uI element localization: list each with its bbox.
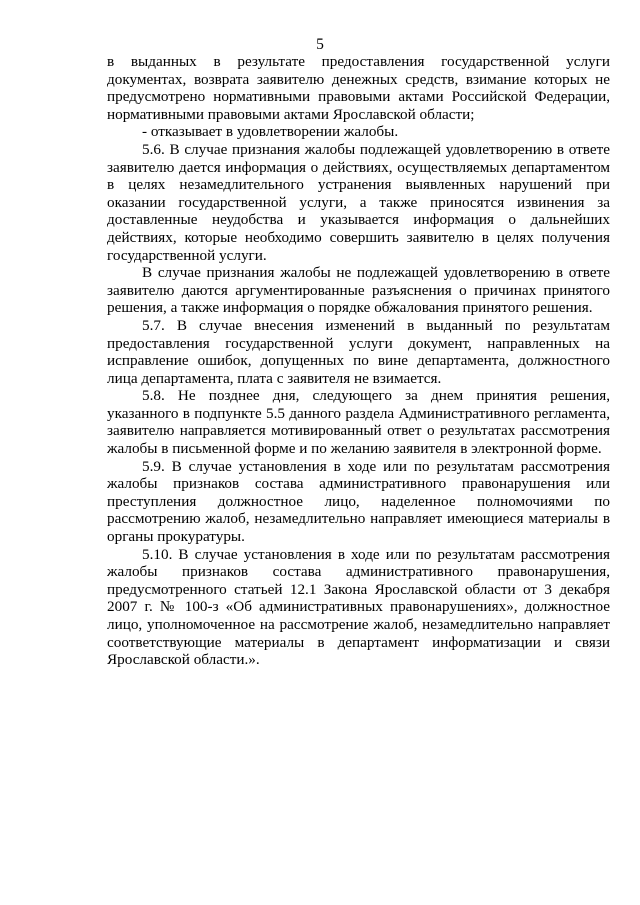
paragraph-5-7: 5.7. В случае внесения изменений в выданный по результатам предоставления государственной услуги документ, направленных на исправление ошибок, допущенных по вине департамента, должностного лица департамента, плата с заявителя не взимается. — [107, 316, 610, 387]
paragraph-5-9: 5.9. В случае установления в ходе или по результатам рассмотрения жалобы признаков состава административного правонарушения или преступления должностное лицо, наделенное полномочиями по рассмотрению жалоб, незамедлительно направляет имеющиеся материалы в органы прокуратуры. — [107, 457, 610, 546]
paragraph-refusal-item: - отказывает в удовлетворении жалобы. — [142, 123, 399, 141]
paragraph-5-6: 5.6. В случае признания жалобы подлежащей удовлетворению в ответе заявителю дается информация о действиях, осуществляемых департаментом в целях незамедлительного устранения выявленных нарушений при оказании государственной услуги, а также приносятся извинения за доставленные неудобства и указывается информация о дальнейших действиях, которые необходимо совершить заявителю в целях получения государственной услуги. — [107, 140, 610, 264]
page-number: 5 — [316, 36, 324, 53]
paragraph-complaint-rejected: В случае признания жалобы не подлежащей удовлетворению в ответе заявителю даются аргументированные разъяснения о причинах принятого решения, а также информация о порядке обжалования принятого решения. — [107, 264, 610, 317]
paragraph-continuation: в выданных в результате предоставления государственной услуги документах, возврата заявителю денежных средств, взимание которых не предусмотрено нормативными правовыми актами Российской Федерации, нормативными правовыми актами Ярославской области; — [107, 53, 610, 123]
paragraph-5-8: 5.8. Не позднее дня, следующего за днем принятия решения, указанного в подпункте 5.5 данного раздела Административного регламента, заявителю направляется мотивированный ответ о результатах рассмотрения жалобы в письменной форме и по желанию заявителя в электронной форме. — [107, 387, 610, 458]
document-body — [107, 53, 610, 669]
paragraph-5-10: 5.10. В случае установления в ходе или по результатам рассмотрения жалобы признаков состава административного правонарушения, предусмотренного статьей 12.1 Закона Ярославской области от 3 декабря 2007 г. № 100-з «Об административных правонарушениях», должностное лицо, уполномоченное на рассмотрение жалоб, незамедлительно направляет соответствующие материалы в департамент информатизации и связи Ярославской области.». — [107, 545, 610, 669]
